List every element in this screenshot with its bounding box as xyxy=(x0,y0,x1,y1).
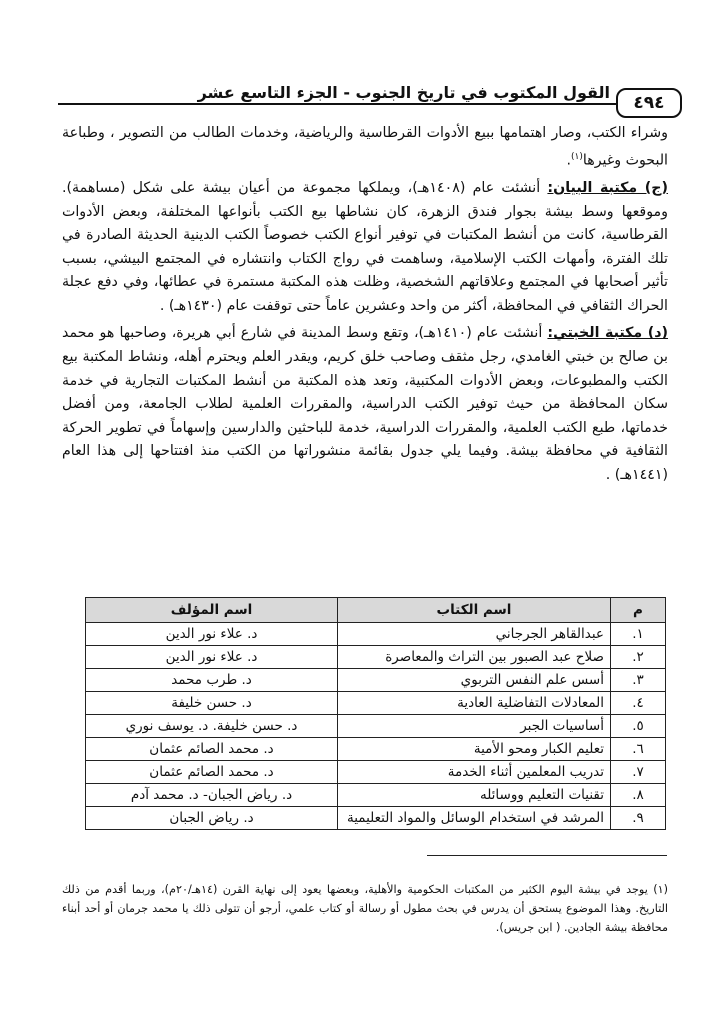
book-title: أساسيات الجبر xyxy=(338,715,611,738)
table-row xyxy=(86,623,666,646)
row-index: ٣. xyxy=(611,669,666,692)
header-rule xyxy=(58,103,618,105)
table-row xyxy=(86,807,666,830)
paragraph-khubti-text: أنشئت عام (١٤١٠هـ)، وتقع وسط المدينة في شارع أبي هريرة، وصاحبها هو محمد بن صالح بن خبتي الغامدي، رجل مثقف وصاحب خلق كريم، ويقدر العلم ويحترم أهله، ونشاط المكتبة بيع الكتب والمطبوعات، وبعض الأدوات المكتبية، وتعد هذه المكتبة من أنشط المكتبات التجارية في خدمة سكان المحافظة من حيث توفير الكتب الدراسية، والمقررات العلمية لطلاب الجامعة، ومن أفضل خدماتها، طبع الكتب العلمية، والمقررات الدراسية، خدمة للباحثين والدارسين وإسهاماً في تطوير الحركة الثقافية في محافظة بيشة. وفيما يلي جدول بقائمة منشوراتها من الكتب منذ افتتاحها إلى هذا العام (١٤٤١هـ) . xyxy=(62,325,668,484)
row-index: ٦. xyxy=(611,738,666,761)
table-row xyxy=(86,784,666,807)
table-row xyxy=(86,646,666,669)
footnote-rule xyxy=(427,855,667,856)
book-title: أسس علم النفس التربوي xyxy=(338,669,611,692)
paragraph-1-text: وشراء الكتب، وصار اهتمامها ببيع الأدوات القرطاسية والرياضية، وخدمات الطالب من التصوير ، وطباعة البحوث وغيرها xyxy=(62,125,668,169)
book-title: تدريب المعلمين أثناء الخدمة xyxy=(338,761,611,784)
author-name: د. علاء نور الدين xyxy=(86,646,338,669)
running-title: القول المكتوب في تاريخ الجنوب - الجزء التاسع عشر xyxy=(197,83,610,102)
row-index: ٢. xyxy=(611,646,666,669)
table-row xyxy=(86,715,666,738)
table-row xyxy=(86,669,666,692)
row-index: ٨. xyxy=(611,784,666,807)
section-heading-khubti: (د) مكتبة الخبتي: xyxy=(547,325,669,342)
paragraph-1 xyxy=(62,122,668,173)
table-row xyxy=(86,738,666,761)
section-heading-bayan: (ج) مكتبة البيان: xyxy=(547,179,668,196)
paragraph-bayan-text: أنشئت عام (١٤٠٨هـ)، ويملكها مجموعة من أعيان بيشة على شكل (مساهمة). وموقعها وسط بيشة بجوار فندق الزهرة، كان نشاطها بيع الكتب بأنواعها المختلفة، وبعض الأدوات القرطاسية، كانت من أنشط المكتبات في توفير أنواع الكتب خصوصاً الكتب الدينية الحديثة الصادرة في تلك الفترة، وأمهات الكتب الإسلامية، وساهمت في رواج الكتاب وانتشاره في المجتمع البيشي، بسبب تأثير أصحابها في المجتمع وعلاقاتهم الشخصية، وظلت هذه المكتبة مستمرة في عطائها، وفي دفع عجلة الحراك الثقافي في المحافظة، أكثر من واحد وعشرين عاماً حتى توقفت عام (١٤٣٠هـ) . xyxy=(62,179,668,314)
row-index: ٧. xyxy=(611,761,666,784)
author-name: د. محمد الصائم عثمان xyxy=(86,761,338,784)
table-row xyxy=(86,692,666,715)
book-title: تعليم الكبار ومحو الأمية xyxy=(338,738,611,761)
column-header-author: اسم المؤلف xyxy=(86,598,338,623)
book-title: المعادلات التفاضلية العادية xyxy=(338,692,611,715)
publications-table-wrap xyxy=(85,597,666,830)
column-header-book: اسم الكتاب xyxy=(338,598,611,623)
author-name: د. حسن خليفة. د. يوسف نوري xyxy=(86,715,338,738)
book-title: المرشد في استخدام الوسائل والمواد التعليمية xyxy=(338,807,611,830)
author-name: د. طرب محمد xyxy=(86,669,338,692)
paragraph-bayan xyxy=(62,177,668,319)
row-index: ٩. xyxy=(611,807,666,830)
author-name: د. رياض الجبان- د. محمد آدم xyxy=(86,784,338,807)
paragraph-khubti xyxy=(62,322,668,487)
column-header-index: م xyxy=(611,598,666,623)
table-header-row xyxy=(86,598,666,623)
main-text xyxy=(62,122,668,492)
author-name: د. علاء نور الدين xyxy=(86,623,338,646)
row-index: ١. xyxy=(611,623,666,646)
row-index: ٤. xyxy=(611,692,666,715)
book-title: تقنيات التعليم ووسائله xyxy=(338,784,611,807)
table-row xyxy=(86,761,666,784)
footnote: (١) يوجد في بيشة اليوم الكثير من المكتبات الحكومية والأهلية، وبعضها يعود إلى نهاية القرن (١٤هـ/٢٠م)، وربما أقدم من ذلك التاريخ. وهذا الموضوع يستحق أن يدرس في بحث مطول أو رسالة أو كتاب علمي، أرجو أن تتولى ذلك يا محمد جرمان أو أحد أبناء محافظة بيشة الجادين. ( ابن جريس). xyxy=(62,883,668,934)
paragraph-1-end: . xyxy=(566,152,572,169)
publications-table xyxy=(85,597,666,830)
book-title: عبدالقاهر الجرجاني xyxy=(338,623,611,646)
author-name: د. رياض الجبان xyxy=(86,807,338,830)
author-name: د. محمد الصائم عثمان xyxy=(86,738,338,761)
row-index: ٥. xyxy=(611,715,666,738)
book-title: صلاح عبد الصبور بين التراث والمعاصرة xyxy=(338,646,611,669)
footnote-reference: (١) xyxy=(571,151,583,162)
author-name: د. حسن خليفة xyxy=(86,692,338,715)
page-number-badge: ٤٩٤ xyxy=(616,88,682,118)
